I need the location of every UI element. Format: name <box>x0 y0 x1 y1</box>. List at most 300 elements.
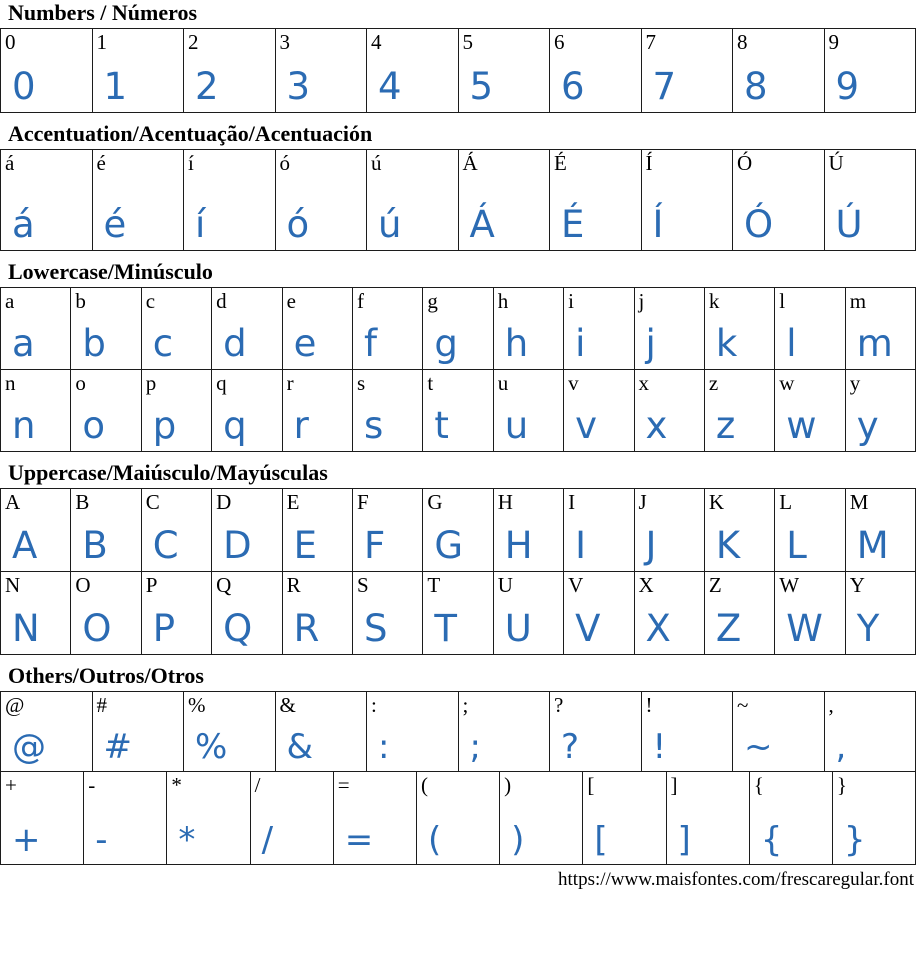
glyph-cell <box>833 772 916 865</box>
glyph-sample: ; <box>459 730 550 771</box>
glyph-label: É <box>550 150 641 175</box>
glyph-label: o <box>71 370 140 395</box>
glyph-sample: 8 <box>733 68 824 112</box>
glyph-sample: É <box>550 206 641 250</box>
glyph-cell <box>1 150 93 251</box>
glyph-label: I <box>564 489 633 514</box>
glyph-cell <box>276 150 368 251</box>
glyph-label: z <box>705 370 774 395</box>
glyph-label: & <box>276 692 367 717</box>
glyph-sample: N <box>1 610 70 654</box>
glyph-label: V <box>564 572 633 597</box>
glyph-label: C <box>142 489 211 514</box>
glyph-label: ú <box>367 150 458 175</box>
glyph-cell <box>142 370 212 452</box>
glyph-label: - <box>84 772 166 797</box>
glyph-cell <box>846 370 916 452</box>
glyph-sample: @ <box>1 730 92 771</box>
footer-url: https://www.maisfontes.com/frescaregular.font <box>0 869 916 891</box>
glyph-cell <box>1 772 84 865</box>
glyph-cell <box>367 29 459 113</box>
glyph-cell <box>846 572 916 655</box>
glyph-cell <box>825 692 916 772</box>
glyph-sample: u <box>494 407 563 451</box>
glyph-label: 5 <box>459 29 550 54</box>
glyph-sample: c <box>142 325 211 369</box>
glyph-label: u <box>494 370 563 395</box>
glyph-sample: # <box>93 730 184 771</box>
glyph-sample: ] <box>667 823 749 864</box>
section-numbers <box>0 1 916 113</box>
glyph-sample: y <box>846 407 915 451</box>
glyph-sample: h <box>494 325 563 369</box>
glyph-sample: Q <box>212 610 281 654</box>
glyph-label: ) <box>500 772 582 797</box>
glyph-label: r <box>283 370 352 395</box>
glyph-row <box>1 29 916 113</box>
section-accentuation <box>0 122 916 251</box>
glyph-label: T <box>423 572 492 597</box>
glyph-cell <box>494 489 564 572</box>
glyph-sample: ? <box>550 730 641 771</box>
glyph-cell <box>367 692 459 772</box>
glyph-label: é <box>93 150 184 175</box>
glyph-sample: - <box>84 823 166 864</box>
glyph-sample: P <box>142 610 211 654</box>
section-title: Uppercase/Maiúsculo/Mayúsculas <box>0 461 916 485</box>
glyph-label: D <box>212 489 281 514</box>
glyph-label: 3 <box>276 29 367 54</box>
glyph-label: q <box>212 370 281 395</box>
glyph-sample: ó <box>276 206 367 250</box>
glyph-sample: t <box>423 407 492 451</box>
glyph-sample: 7 <box>642 68 733 112</box>
glyph-cell <box>775 288 845 370</box>
glyph-label: i <box>564 288 633 313</box>
glyph-row <box>1 489 916 572</box>
glyph-cell <box>705 489 775 572</box>
glyph-label: Z <box>705 572 774 597</box>
glyph-cell <box>142 288 212 370</box>
glyph-sample: l <box>775 325 844 369</box>
glyph-label: k <box>705 288 774 313</box>
glyph-cell <box>84 772 167 865</box>
glyph-sample: M <box>846 527 915 571</box>
glyph-label: * <box>167 772 249 797</box>
font-specimen-page <box>0 1 916 865</box>
glyph-sample: n <box>1 407 70 451</box>
glyph-label: t <box>423 370 492 395</box>
glyph-cell <box>71 370 141 452</box>
glyph-cell <box>334 772 417 865</box>
glyph-cell <box>494 288 564 370</box>
glyph-label: 7 <box>642 29 733 54</box>
glyph-cell <box>423 572 493 655</box>
glyph-label: 6 <box>550 29 641 54</box>
glyph-label: X <box>635 572 704 597</box>
glyph-label: ( <box>417 772 499 797</box>
glyph-sample: ~ <box>733 730 824 771</box>
glyph-cell <box>184 692 276 772</box>
glyph-sample: e <box>283 325 352 369</box>
glyph-sample: g <box>423 325 492 369</box>
glyph-sample: m <box>846 325 915 369</box>
glyph-label: E <box>283 489 352 514</box>
glyph-label: ó <box>276 150 367 175</box>
glyph-cell <box>775 572 845 655</box>
glyph-sample: & <box>276 730 367 771</box>
glyph-label: J <box>635 489 704 514</box>
glyph-cell <box>1 572 71 655</box>
glyph-cell <box>500 772 583 865</box>
glyph-label: f <box>353 288 422 313</box>
section-title: Lowercase/Minúsculo <box>0 260 916 284</box>
glyph-label: B <box>71 489 140 514</box>
glyph-row <box>1 692 916 772</box>
glyph-cell <box>550 29 642 113</box>
glyph-sample: ( <box>417 823 499 864</box>
glyph-label: p <box>142 370 211 395</box>
glyph-label: 2 <box>184 29 275 54</box>
glyph-cell <box>564 572 634 655</box>
glyph-sample: E <box>283 527 352 571</box>
glyph-label: { <box>750 772 832 797</box>
glyph-sample: 6 <box>550 68 641 112</box>
glyph-label: [ <box>583 772 665 797</box>
glyph-sample: = <box>334 823 416 864</box>
glyph-cell <box>564 288 634 370</box>
glyph-label: R <box>283 572 352 597</box>
glyph-sample: Á <box>459 206 550 250</box>
glyph-cell <box>583 772 666 865</box>
glyph-sample: z <box>705 407 774 451</box>
glyph-sample: [ <box>583 823 665 864</box>
glyph-label: W <box>775 572 844 597</box>
glyph-cell <box>642 692 734 772</box>
glyph-cell <box>276 29 368 113</box>
glyph-cell <box>283 489 353 572</box>
glyph-label: + <box>1 772 83 797</box>
glyph-sample: é <box>93 206 184 250</box>
glyph-cell <box>494 370 564 452</box>
glyph-sample: 2 <box>184 68 275 112</box>
glyph-table <box>0 28 916 113</box>
glyph-label: á <box>1 150 92 175</box>
glyph-cell <box>71 572 141 655</box>
glyph-label: A <box>1 489 70 514</box>
glyph-label: d <box>212 288 281 313</box>
glyph-cell <box>1 489 71 572</box>
glyph-sample: + <box>1 823 83 864</box>
glyph-label: M <box>846 489 915 514</box>
glyph-label: H <box>494 489 563 514</box>
glyph-sample: G <box>423 527 492 571</box>
glyph-cell <box>550 150 642 251</box>
glyph-label: S <box>353 572 422 597</box>
glyph-label: 9 <box>825 29 916 54</box>
glyph-cell <box>459 692 551 772</box>
glyph-cell <box>705 572 775 655</box>
glyph-sample: W <box>775 610 844 654</box>
glyph-cell <box>212 288 282 370</box>
glyph-sample: S <box>353 610 422 654</box>
glyph-cell <box>494 572 564 655</box>
glyph-sample: v <box>564 407 633 451</box>
glyph-table <box>0 691 916 865</box>
glyph-cell <box>564 489 634 572</box>
glyph-cell <box>93 150 185 251</box>
glyph-cell <box>93 29 185 113</box>
glyph-cell <box>212 489 282 572</box>
glyph-cell <box>423 489 493 572</box>
glyph-sample: ! <box>642 730 733 771</box>
glyph-row <box>1 370 916 452</box>
glyph-sample: i <box>564 325 633 369</box>
glyph-label: Í <box>642 150 733 175</box>
glyph-label: x <box>635 370 704 395</box>
glyph-cell <box>1 288 71 370</box>
glyph-sample: 1 <box>93 68 184 112</box>
glyph-cell <box>635 489 705 572</box>
glyph-label: ? <box>550 692 641 717</box>
glyph-cell <box>417 772 500 865</box>
glyph-label: N <box>1 572 70 597</box>
glyph-label: L <box>775 489 844 514</box>
glyph-cell <box>1 692 93 772</box>
glyph-sample: Ó <box>733 206 824 250</box>
glyph-label: O <box>71 572 140 597</box>
glyph-sample: 0 <box>1 68 92 112</box>
glyph-sample: 9 <box>825 68 916 112</box>
glyph-cell <box>276 692 368 772</box>
glyph-sample: a <box>1 325 70 369</box>
section-title: Accentuation/Acentuação/Acentuación <box>0 122 916 146</box>
glyph-cell <box>775 370 845 452</box>
glyph-cell <box>635 572 705 655</box>
glyph-sample: C <box>142 527 211 571</box>
glyph-label: n <box>1 370 70 395</box>
glyph-cell <box>71 288 141 370</box>
glyph-label: % <box>184 692 275 717</box>
glyph-cell <box>423 370 493 452</box>
glyph-sample: Ú <box>825 206 916 250</box>
glyph-sample: K <box>705 527 774 571</box>
glyph-label: U <box>494 572 563 597</box>
glyph-cell <box>93 692 185 772</box>
section-others <box>0 664 916 865</box>
glyph-label: j <box>635 288 704 313</box>
glyph-cell <box>733 150 825 251</box>
glyph-label: y <box>846 370 915 395</box>
glyph-label: e <box>283 288 352 313</box>
glyph-cell <box>642 150 734 251</box>
glyph-sample: f <box>353 325 422 369</box>
glyph-sample: 3 <box>276 68 367 112</box>
glyph-label: l <box>775 288 844 313</box>
glyph-label: a <box>1 288 70 313</box>
glyph-label: # <box>93 692 184 717</box>
glyph-label: c <box>142 288 211 313</box>
glyph-sample: x <box>635 407 704 451</box>
glyph-label: P <box>142 572 211 597</box>
glyph-sample: X <box>635 610 704 654</box>
section-lowercase <box>0 260 916 452</box>
glyph-label: ~ <box>733 692 824 717</box>
glyph-sample: Z <box>705 610 774 654</box>
glyph-cell <box>71 489 141 572</box>
section-title: Numbers / Números <box>0 1 916 25</box>
glyph-cell <box>353 489 423 572</box>
glyph-cell <box>635 370 705 452</box>
glyph-sample: o <box>71 407 140 451</box>
glyph-label: v <box>564 370 633 395</box>
glyph-sample: q <box>212 407 281 451</box>
glyph-cell <box>733 692 825 772</box>
glyph-sample: J <box>635 527 704 571</box>
glyph-cell <box>353 370 423 452</box>
glyph-sample: r <box>283 407 352 451</box>
glyph-cell <box>667 772 750 865</box>
glyph-label: b <box>71 288 140 313</box>
glyph-label: í <box>184 150 275 175</box>
glyph-cell <box>251 772 334 865</box>
glyph-label: Ú <box>825 150 916 175</box>
glyph-cell <box>1 370 71 452</box>
glyph-sample: } <box>833 823 915 864</box>
glyph-sample: H <box>494 527 563 571</box>
glyph-sample: Y <box>846 610 915 654</box>
glyph-sample: L <box>775 527 844 571</box>
glyph-cell <box>825 150 916 251</box>
glyph-cell <box>212 572 282 655</box>
glyph-cell <box>353 288 423 370</box>
glyph-label: / <box>251 772 333 797</box>
glyph-sample: p <box>142 407 211 451</box>
glyph-sample: O <box>71 610 140 654</box>
glyph-cell <box>550 692 642 772</box>
glyph-sample: B <box>71 527 140 571</box>
glyph-label: 8 <box>733 29 824 54</box>
glyph-sample: F <box>353 527 422 571</box>
section-uppercase <box>0 461 916 655</box>
glyph-sample: U <box>494 610 563 654</box>
glyph-label: s <box>353 370 422 395</box>
glyph-label: ] <box>667 772 749 797</box>
glyph-cell <box>142 572 212 655</box>
glyph-sample: á <box>1 206 92 250</box>
glyph-cell <box>142 489 212 572</box>
glyph-cell <box>750 772 833 865</box>
glyph-label: g <box>423 288 492 313</box>
glyph-label: , <box>825 692 916 717</box>
glyph-cell <box>167 772 250 865</box>
glyph-cell <box>1 29 93 113</box>
glyph-table <box>0 149 916 251</box>
glyph-sample: í <box>184 206 275 250</box>
glyph-cell <box>564 370 634 452</box>
glyph-sample: R <box>283 610 352 654</box>
glyph-sample: k <box>705 325 774 369</box>
glyph-sample: T <box>423 610 492 654</box>
glyph-cell <box>705 370 775 452</box>
glyph-cell <box>642 29 734 113</box>
glyph-sample: * <box>167 823 249 864</box>
glyph-label: @ <box>1 692 92 717</box>
glyph-sample: V <box>564 610 633 654</box>
glyph-sample: D <box>212 527 281 571</box>
glyph-label: F <box>353 489 422 514</box>
glyph-sample: 4 <box>367 68 458 112</box>
glyph-label: Q <box>212 572 281 597</box>
glyph-sample: Í <box>642 206 733 250</box>
glyph-label: w <box>775 370 844 395</box>
glyph-cell <box>459 29 551 113</box>
glyph-sample: , <box>825 730 916 771</box>
glyph-label: m <box>846 288 915 313</box>
glyph-label: Ó <box>733 150 824 175</box>
glyph-row <box>1 288 916 370</box>
glyph-cell <box>846 288 916 370</box>
glyph-table <box>0 287 916 452</box>
glyph-label: ! <box>642 692 733 717</box>
glyph-label: 1 <box>93 29 184 54</box>
glyph-cell <box>283 572 353 655</box>
glyph-sample: d <box>212 325 281 369</box>
glyph-label: } <box>833 772 915 797</box>
glyph-label: Y <box>846 572 915 597</box>
glyph-sample: A <box>1 527 70 571</box>
glyph-sample: / <box>251 823 333 864</box>
glyph-label: K <box>705 489 774 514</box>
glyph-label: h <box>494 288 563 313</box>
glyph-sample: : <box>367 730 458 771</box>
glyph-cell <box>846 489 916 572</box>
section-title: Others/Outros/Otros <box>0 664 916 688</box>
glyph-label: = <box>334 772 416 797</box>
glyph-sample: ú <box>367 206 458 250</box>
glyph-cell <box>184 150 276 251</box>
glyph-sample: ) <box>500 823 582 864</box>
glyph-sample: b <box>71 325 140 369</box>
glyph-table <box>0 488 916 655</box>
glyph-row <box>1 572 916 655</box>
glyph-sample: { <box>750 823 832 864</box>
glyph-label: ; <box>459 692 550 717</box>
glyph-cell <box>775 489 845 572</box>
glyph-cell <box>825 29 916 113</box>
glyph-cell <box>423 288 493 370</box>
glyph-sample: w <box>775 407 844 451</box>
glyph-cell <box>184 29 276 113</box>
glyph-cell <box>733 29 825 113</box>
glyph-sample: j <box>635 325 704 369</box>
glyph-cell <box>635 288 705 370</box>
glyph-cell <box>705 288 775 370</box>
glyph-cell <box>459 150 551 251</box>
glyph-row <box>1 772 916 865</box>
glyph-label: 0 <box>1 29 92 54</box>
glyph-sample: % <box>184 730 275 771</box>
glyph-sample: I <box>564 527 633 571</box>
glyph-sample: 5 <box>459 68 550 112</box>
glyph-cell <box>367 150 459 251</box>
glyph-cell <box>283 288 353 370</box>
glyph-sample: s <box>353 407 422 451</box>
glyph-cell <box>212 370 282 452</box>
glyph-label: Á <box>459 150 550 175</box>
glyph-cell <box>283 370 353 452</box>
glyph-label: G <box>423 489 492 514</box>
